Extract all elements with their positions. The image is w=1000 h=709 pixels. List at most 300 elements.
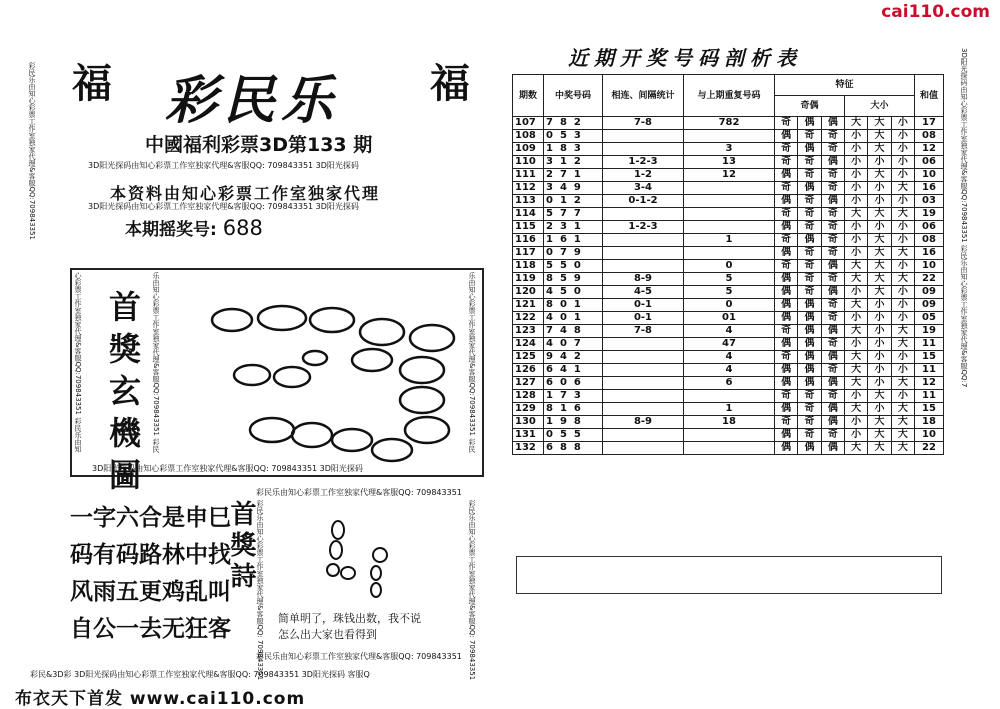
sum-cell: 15 [915,351,944,364]
size-cell: 大 [844,403,867,416]
header-oddeven: 奇偶 [775,96,845,117]
size-cell: 小 [868,364,891,377]
size-cell: 小 [891,260,914,273]
header-issue: 期数 [513,75,544,117]
size-cell: 大 [868,286,891,299]
adjacent-cell: 0-1 [603,299,684,312]
oddeven-cell: 偶 [798,364,821,377]
size-cell: 小 [844,234,867,247]
table-row [513,169,944,182]
adjacent-cell: 3-4 [603,182,684,195]
sum-cell: 11 [915,338,944,351]
size-cell: 小 [844,169,867,182]
repeat-cell: 0 [684,299,775,312]
table-row [513,117,944,130]
sum-cell: 19 [915,208,944,221]
oddeven-cell: 奇 [775,325,798,338]
right-margin-text: 3D阳光探码由知心彩票工作室独家代理&客服QQ:709843351 彩民乐由知心彩票工作室独家代理&客服QQ:7 [960,48,968,388]
oddeven-cell: 奇 [798,208,821,221]
win-number-cell: 312 [544,156,603,169]
size-cell: 小 [844,195,867,208]
riddle-poem [70,500,231,648]
header-sum: 和值 [915,75,944,117]
size-cell: 小 [868,156,891,169]
oddeven-cell: 偶 [798,351,821,364]
repeat-cell [684,182,775,195]
repeat-cell [684,195,775,208]
site-logo[interactable]: cai110.com [881,2,990,22]
oddeven-cell: 偶 [775,195,798,208]
oddeven-cell: 奇 [798,260,821,273]
size-cell: 大 [891,273,914,286]
oddeven-cell: 偶 [798,325,821,338]
header-win: 中奖号码 [544,75,603,117]
oddeven-cell: 奇 [775,143,798,156]
table-row [513,260,944,273]
size-cell: 大 [844,364,867,377]
oddeven-cell: 奇 [821,299,844,312]
adjacent-cell: 1-2-3 [603,156,684,169]
oddeven-cell: 奇 [821,143,844,156]
oddeven-cell: 奇 [775,390,798,403]
size-cell: 小 [891,364,914,377]
sum-cell: 18 [915,416,944,429]
oddeven-cell: 奇 [821,273,844,286]
table-row [513,429,944,442]
poem-title: 首獎詩 [226,500,256,593]
win-number-cell: 606 [544,377,603,390]
oddeven-cell: 偶 [775,221,798,234]
sum-cell: 22 [915,442,944,455]
issue-cell: 123 [513,325,544,338]
contact-line-bottom: 3D阳光探码由知心彩票工作室独家代理&客服QQ: 709843351 3D阳光探码 [88,202,359,211]
size-cell: 小 [844,182,867,195]
table-body [513,117,944,455]
issue-cell: 122 [513,312,544,325]
brand-title: 彩民乐 [165,70,340,131]
win-number-cell: 231 [544,221,603,234]
size-cell: 小 [868,377,891,390]
size-cell: 小 [868,403,891,416]
repeat-cell: 1 [684,403,775,416]
repeat-cell [684,247,775,260]
adjacent-cell [603,130,684,143]
size-cell: 大 [891,442,914,455]
oddeven-cell: 奇 [798,429,821,442]
oddeven-cell: 奇 [821,312,844,325]
oddeven-cell: 奇 [821,169,844,182]
repeat-cell: 01 [684,312,775,325]
repeat-cell: 3 [684,143,775,156]
oddeven-cell: 奇 [821,247,844,260]
sum-cell: 15 [915,403,944,416]
oddeven-cell: 奇 [775,234,798,247]
repeat-cell: 47 [684,338,775,351]
issue-line: 中國福利彩票3D第133 期 [145,134,373,156]
size-cell: 小 [891,156,914,169]
issue-cell: 124 [513,338,544,351]
contact-line-top: 3D阳光探码由知心彩票工作室独家代理&客服QQ: 709843351 3D阳光探码 [88,161,359,170]
issue-cell: 112 [513,182,544,195]
win-number-cell: 407 [544,338,603,351]
size-cell: 小 [891,312,914,325]
issue-cell: 109 [513,143,544,156]
header-size: 大小 [844,96,914,117]
oddeven-cell: 偶 [775,312,798,325]
size-cell: 大 [891,377,914,390]
repeat-cell: 13 [684,156,775,169]
win-number-cell: 641 [544,364,603,377]
size-cell: 大 [844,260,867,273]
table-row [513,247,944,260]
repeat-cell [684,221,775,234]
table-row [513,130,944,143]
size-cell: 小 [844,416,867,429]
table-row [513,377,944,390]
size-cell: 小 [868,299,891,312]
size-cell: 小 [844,429,867,442]
oddeven-cell: 偶 [821,416,844,429]
table-row [513,182,944,195]
repeat-cell: 12 [684,169,775,182]
issue-cell: 126 [513,364,544,377]
sum-cell: 11 [915,390,944,403]
issue-cell: 111 [513,169,544,182]
win-number-cell: 801 [544,299,603,312]
footer-text: 布衣天下首发 www.cai110.com [15,689,306,709]
size-cell: 大 [868,260,891,273]
oddeven-cell: 偶 [798,234,821,247]
size-cell: 大 [891,325,914,338]
oddeven-cell: 偶 [798,143,821,156]
oddeven-cell: 偶 [775,130,798,143]
size-cell: 小 [844,221,867,234]
table-row [513,403,944,416]
fu-character-left: 福 [72,60,112,107]
issue-cell: 110 [513,156,544,169]
size-cell: 大 [844,325,867,338]
issue-cell: 107 [513,117,544,130]
win-number-cell: 550 [544,260,603,273]
win-number-cell: 859 [544,273,603,286]
win-number-cell: 688 [544,442,603,455]
puzzle-side-text-3: 乐由知心彩票工作室独家代理&客服QQ:709843351 彩民 [468,272,476,453]
win-number-cell: 079 [544,247,603,260]
oddeven-cell: 奇 [798,247,821,260]
sum-cell: 12 [915,143,944,156]
win-number-cell: 198 [544,416,603,429]
issue-cell: 128 [513,390,544,403]
size-cell: 小 [891,234,914,247]
size-cell: 小 [868,221,891,234]
size-cell: 大 [891,338,914,351]
draw-number-line [125,215,263,240]
oddeven-cell: 偶 [798,312,821,325]
oddeven-cell: 偶 [798,182,821,195]
coin-puzzle-image [202,280,502,480]
oddeven-cell: 奇 [821,221,844,234]
adjacent-cell: 4-5 [603,286,684,299]
table-row [513,390,944,403]
issue-cell: 115 [513,221,544,234]
win-number-cell: 577 [544,208,603,221]
size-cell: 大 [868,208,891,221]
size-cell: 小 [891,143,914,156]
size-cell: 大 [844,377,867,390]
oddeven-cell: 偶 [775,364,798,377]
size-cell: 大 [868,390,891,403]
issue-cell: 118 [513,260,544,273]
puzzle-title: 首獎玄機圖 [104,290,142,500]
issue-cell: 132 [513,442,544,455]
note-line: 怎么出大家也看得到 [278,628,377,641]
oddeven-cell: 偶 [775,429,798,442]
repeat-cell: 18 [684,416,775,429]
size-cell: 大 [868,429,891,442]
repeat-cell: 782 [684,117,775,130]
size-cell: 大 [891,416,914,429]
repeat-cell [684,442,775,455]
table-row [513,364,944,377]
table-row [513,442,944,455]
win-number-cell: 271 [544,169,603,182]
left-margin-text: 彩民乐由知心彩票工作室独家代理&客服QQ:709843351 [28,62,36,240]
oddeven-cell: 奇 [798,286,821,299]
issue-cell: 121 [513,299,544,312]
repeat-cell [684,208,775,221]
table-row [513,351,944,364]
sum-cell: 08 [915,234,944,247]
issue-cell: 114 [513,208,544,221]
size-cell: 大 [844,117,867,130]
issue-cell: 130 [513,416,544,429]
oddeven-cell: 奇 [775,117,798,130]
oddeven-cell: 奇 [798,130,821,143]
adjacent-cell: 7-8 [603,325,684,338]
win-number-cell: 349 [544,182,603,195]
repeat-cell: 5 [684,286,775,299]
sum-cell: 12 [915,377,944,390]
size-cell: 小 [868,312,891,325]
size-cell: 小 [844,286,867,299]
poem-note [278,611,421,643]
oddeven-cell: 偶 [821,442,844,455]
adjacent-cell: 8-9 [603,273,684,286]
sum-cell: 16 [915,182,944,195]
size-cell: 小 [844,312,867,325]
analysis-table [512,74,944,455]
table-row [513,156,944,169]
oddeven-cell: 偶 [821,117,844,130]
size-cell: 小 [891,130,914,143]
repeat-cell: 5 [684,273,775,286]
header-repeat: 与上期重复号码 [684,75,775,117]
size-cell: 大 [868,234,891,247]
adjacent-cell: 0-1-2 [603,195,684,208]
size-cell: 小 [844,156,867,169]
oddeven-cell: 奇 [798,195,821,208]
repeat-cell: 4 [684,325,775,338]
poem-side-text: 彩民乐由知心彩票工作室独家代理&客服QQ: 709843351 [256,500,264,681]
oddeven-cell: 奇 [775,156,798,169]
oddeven-cell: 奇 [798,416,821,429]
win-number-cell: 748 [544,325,603,338]
oddeven-cell: 奇 [798,273,821,286]
size-cell: 大 [891,247,914,260]
draw-number: 688 [222,216,263,240]
issue-cell: 108 [513,130,544,143]
oddeven-cell: 奇 [798,221,821,234]
bottom-contact: 彩民&3D彩 3D阳光探码由知心彩票工作室独家代理&客服QQ: 709843351 3D阳光探码 客服Q [30,670,370,679]
oddeven-cell: 奇 [798,156,821,169]
table-title: 近期开奖号码剖析表 [568,46,802,70]
oddeven-cell: 偶 [775,377,798,390]
repeat-cell: 1 [684,234,775,247]
oddeven-cell: 偶 [775,286,798,299]
table-row [513,325,944,338]
size-cell: 小 [891,117,914,130]
size-cell: 小 [844,247,867,260]
table-row [513,299,944,312]
draw-label: 本期摇奖号: [125,220,217,240]
size-cell: 大 [844,351,867,364]
repeat-cell: 6 [684,377,775,390]
adjacent-cell [603,234,684,247]
oddeven-cell: 偶 [798,299,821,312]
win-number-cell: 161 [544,234,603,247]
sum-cell: 09 [915,299,944,312]
oddeven-cell: 奇 [821,338,844,351]
issue-cell: 129 [513,403,544,416]
oddeven-cell: 偶 [821,286,844,299]
oddeven-cell: 奇 [821,234,844,247]
table-row [513,338,944,351]
size-cell: 小 [844,390,867,403]
table-row [513,221,944,234]
win-number-cell: 055 [544,429,603,442]
oddeven-cell: 偶 [798,442,821,455]
riddle-line: 自公一去无狂客 [70,616,231,642]
empty-notes-box [516,556,942,594]
size-cell: 小 [891,221,914,234]
riddle-line: 风雨五更鸡乱叫 [70,579,231,605]
size-cell: 小 [844,143,867,156]
adjacent-cell: 8-9 [603,416,684,429]
oddeven-cell: 偶 [821,156,844,169]
win-number-cell: 942 [544,351,603,364]
table-row [513,286,944,299]
size-cell: 大 [868,143,891,156]
adjacent-cell [603,403,684,416]
riddle-line: 码有码路林中找 [70,542,231,568]
sum-cell: 06 [915,221,944,234]
fu-character-right: 福 [430,60,470,107]
issue-cell: 113 [513,195,544,208]
puzzle-side-text-2: 乐由知心彩票工作室独家代理&客服QQ:709843351 彩民 [152,272,160,453]
oddeven-cell: 偶 [821,325,844,338]
adjacent-cell: 1-2-3 [603,221,684,234]
size-cell: 大 [891,182,914,195]
oddeven-cell: 奇 [798,403,821,416]
oddeven-cell: 偶 [775,338,798,351]
oddeven-cell: 奇 [821,208,844,221]
adjacent-cell [603,260,684,273]
adjacent-cell: 1-2 [603,169,684,182]
issue-cell: 117 [513,247,544,260]
issue-cell: 127 [513,377,544,390]
repeat-cell [684,130,775,143]
oddeven-cell: 偶 [821,351,844,364]
oddeven-cell: 偶 [775,169,798,182]
oddeven-cell: 偶 [775,273,798,286]
adjacent-cell [603,208,684,221]
sum-cell: 09 [915,286,944,299]
win-number-cell: 183 [544,143,603,156]
size-cell: 大 [868,169,891,182]
table-row [513,234,944,247]
size-cell: 小 [868,325,891,338]
repeat-cell [684,429,775,442]
oddeven-cell: 偶 [798,377,821,390]
oddeven-cell: 偶 [821,403,844,416]
sum-cell: 22 [915,273,944,286]
size-cell: 大 [891,429,914,442]
size-cell: 大 [844,273,867,286]
oddeven-cell: 奇 [775,208,798,221]
repeat-cell: 4 [684,364,775,377]
repeat-cell: 4 [684,351,775,364]
oddeven-cell: 偶 [798,338,821,351]
oddeven-cell: 奇 [798,390,821,403]
win-number-cell: 053 [544,130,603,143]
adjacent-cell: 7-8 [603,117,684,130]
size-cell: 小 [868,182,891,195]
size-cell: 大 [868,130,891,143]
puzzle-contact: 3D阳光探码由知心彩票工作室独家代理&客服QQ: 709843351 3D阳光探码 [92,464,363,473]
size-cell: 小 [891,390,914,403]
sum-cell: 10 [915,169,944,182]
size-cell: 小 [891,286,914,299]
oddeven-cell: 偶 [821,377,844,390]
sum-cell: 11 [915,364,944,377]
table-row [513,273,944,286]
oddeven-cell: 奇 [775,182,798,195]
oddeven-cell: 奇 [821,390,844,403]
sum-cell: 17 [915,117,944,130]
header-adjacent: 相连、间隔统计 [603,75,684,117]
oddeven-cell: 奇 [821,130,844,143]
poem-contact-bottom: 彩民乐由知心彩票工作室独家代理&客服QQ: 709843351 [256,652,462,661]
note-line: 简单明了，珠钱出数，我不说 [278,612,421,625]
oddeven-cell: 奇 [821,364,844,377]
adjacent-cell [603,429,684,442]
repeat-cell [684,390,775,403]
issue-cell: 120 [513,286,544,299]
table-row [513,416,944,429]
win-number-cell: 782 [544,117,603,130]
size-cell: 大 [868,117,891,130]
adjacent-cell [603,390,684,403]
oddeven-cell: 奇 [775,416,798,429]
oddeven-cell: 偶 [775,247,798,260]
size-cell: 小 [891,299,914,312]
issue-cell: 131 [513,429,544,442]
sum-cell: 06 [915,156,944,169]
adjacent-cell [603,377,684,390]
repeat-cell: 0 [684,260,775,273]
oddeven-cell: 偶 [775,299,798,312]
sum-cell: 10 [915,429,944,442]
